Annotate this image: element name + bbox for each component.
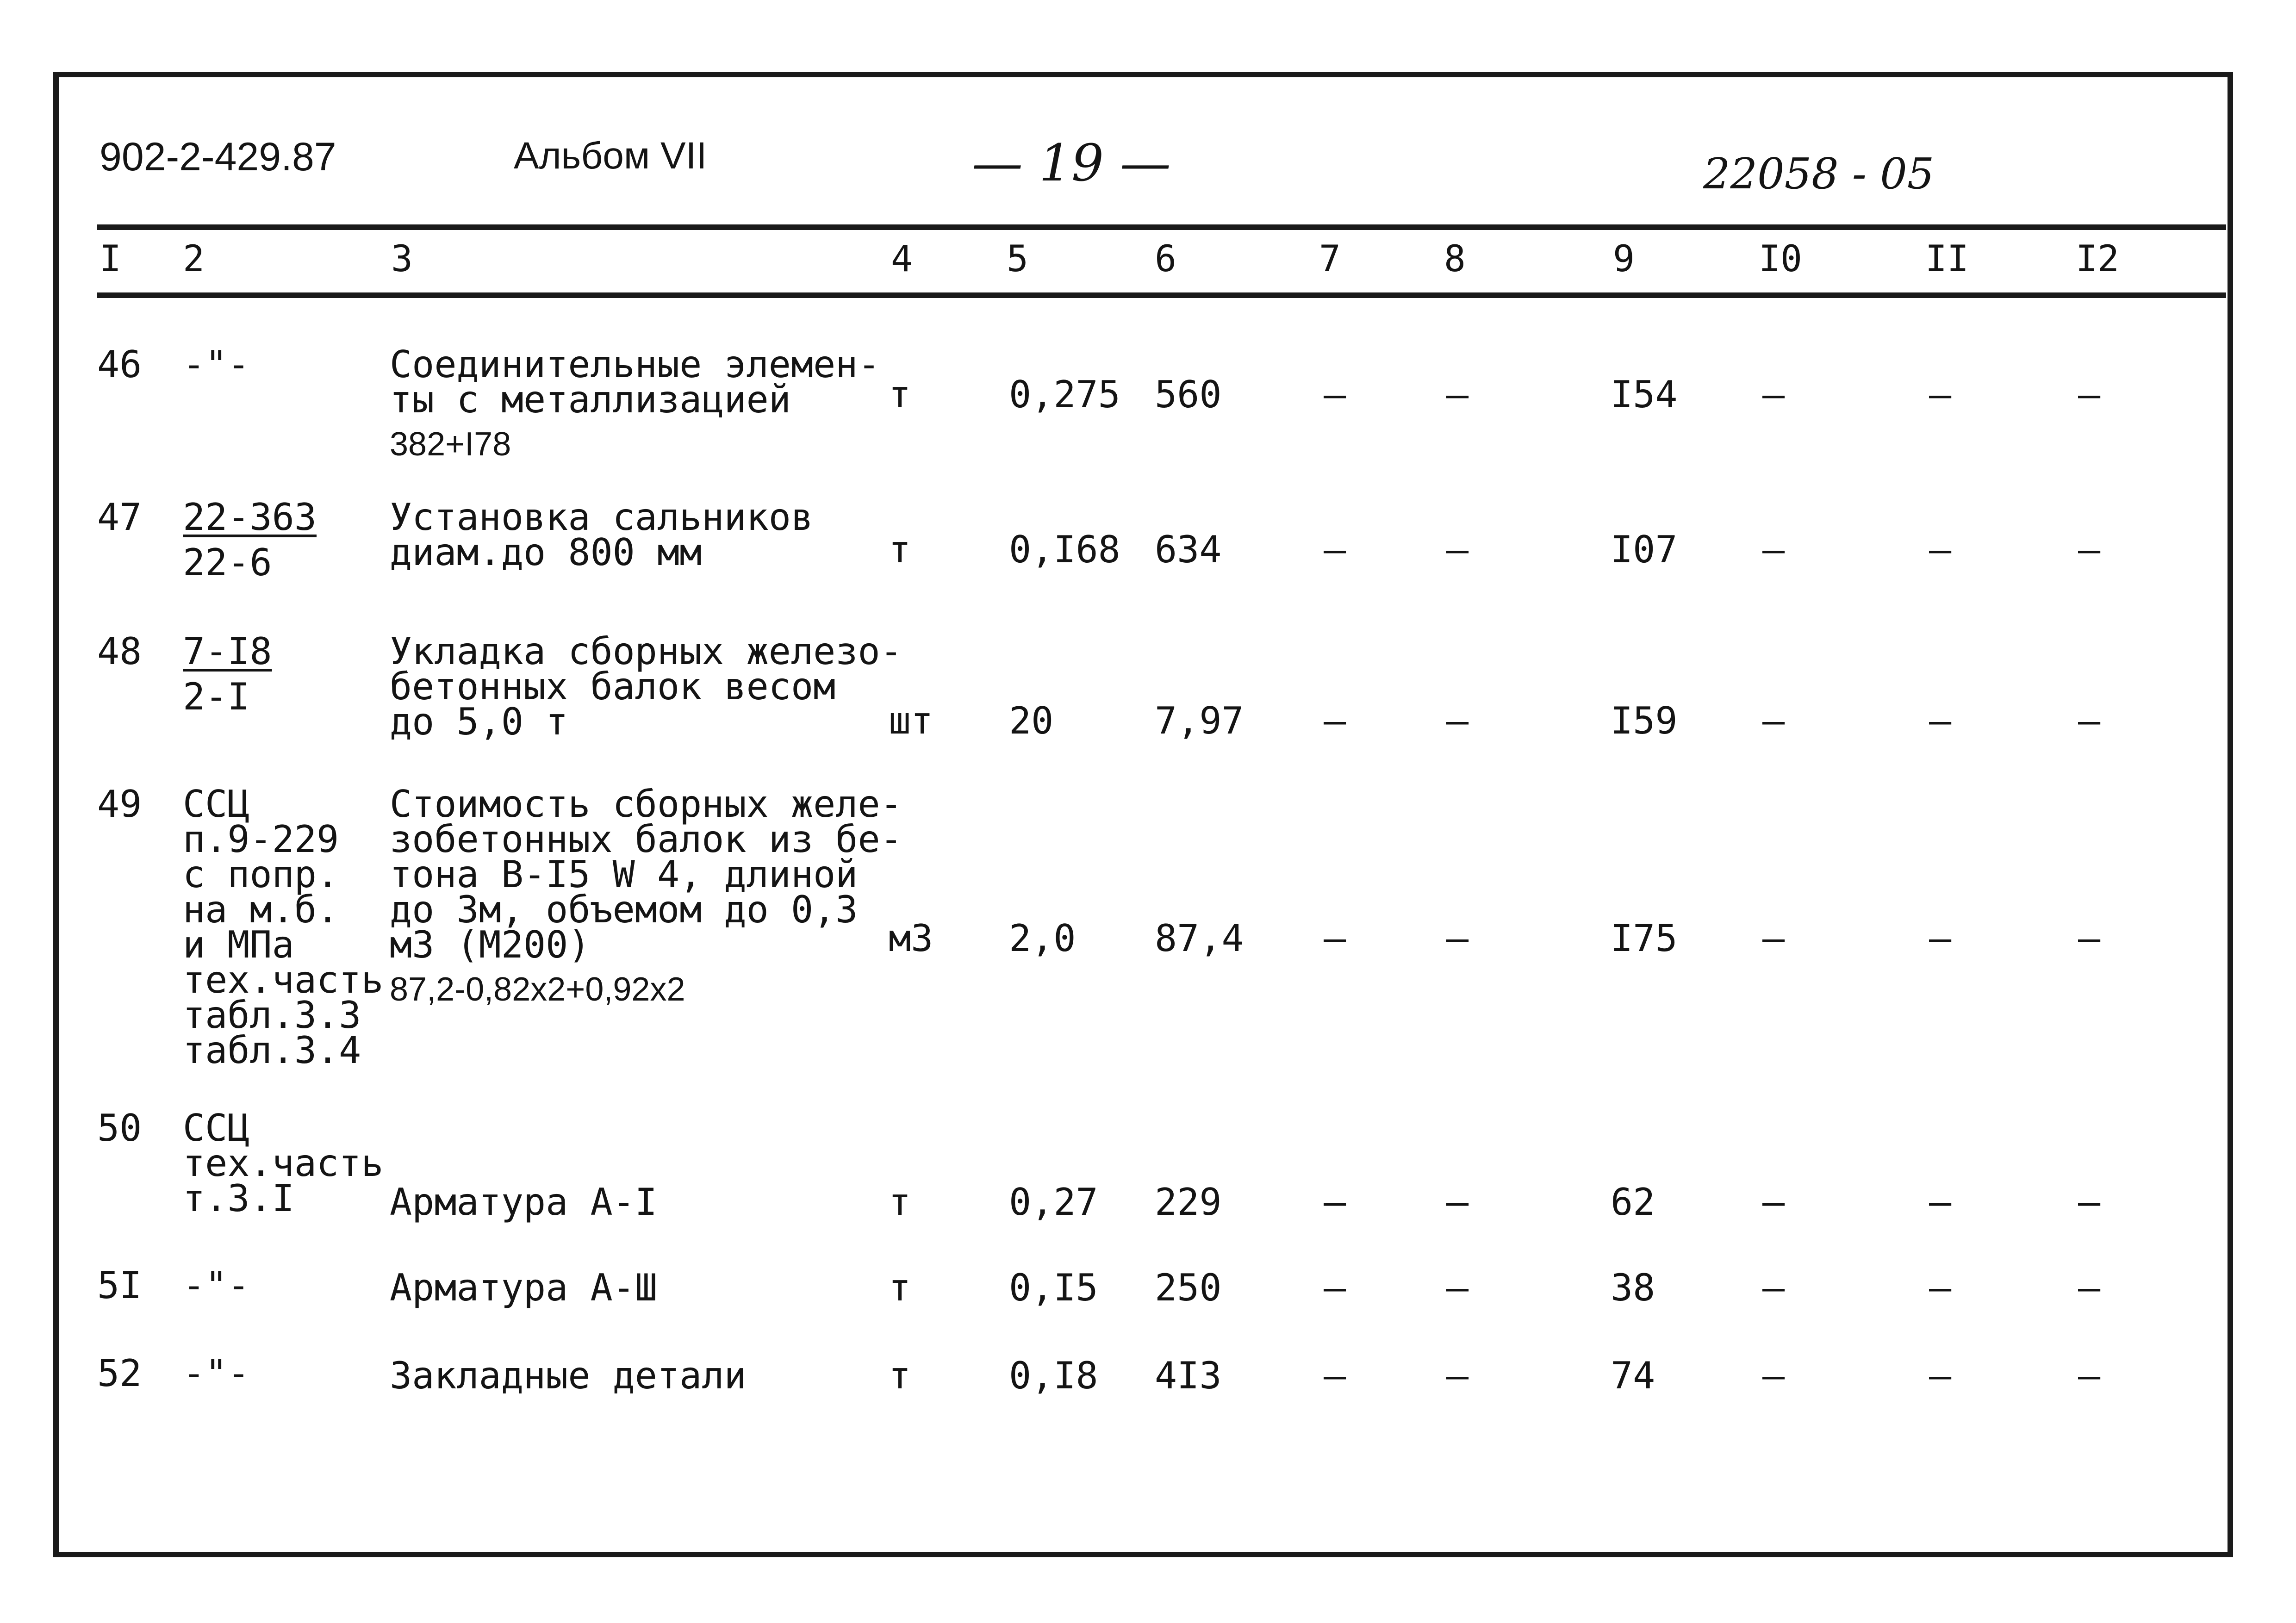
row-col-8: – <box>1446 528 1469 571</box>
row-col-8: – <box>1446 373 1469 416</box>
row-unit: шт <box>889 699 933 742</box>
row-col-7: – <box>1324 1354 1346 1397</box>
row-col-8: – <box>1446 1266 1469 1309</box>
row-col-12: – <box>2078 1266 2101 1309</box>
row-col-12: – <box>2078 373 2101 416</box>
row-unit: т <box>889 1354 911 1397</box>
column-number-3: 3 <box>391 238 413 280</box>
row-unit-price: 4I3 <box>1155 1354 1222 1397</box>
row-col-11: – <box>1929 1354 1952 1397</box>
row-reference-line: п.9-229 <box>183 818 339 861</box>
row-quantity: 0,I8 <box>1009 1354 1098 1397</box>
album-label: Альбом VII <box>514 135 707 177</box>
row-reference-line: на м.б. <box>183 888 339 931</box>
row-col-11: – <box>1929 1266 1952 1309</box>
row-description: Арматура А-Ш <box>390 1266 657 1309</box>
column-number-10: I0 <box>1759 238 1802 280</box>
column-number-6: 6 <box>1155 238 1176 280</box>
row-description: Арматура А-I <box>390 1181 657 1224</box>
column-number-7: 7 <box>1319 238 1341 280</box>
row-col-11: – <box>1929 1181 1952 1224</box>
row-reference-line: тех.часть <box>183 1142 384 1185</box>
row-reference: -"- <box>183 343 250 386</box>
row-reference-line: 22-6 <box>183 541 272 584</box>
row-quantity: 20 <box>1009 699 1054 742</box>
row-reference: -"- <box>183 1352 250 1395</box>
page-number: — 19 — <box>972 133 1171 193</box>
row-number: 49 <box>97 783 142 826</box>
row-description: до 5,0 т <box>390 700 568 743</box>
row-unit: т <box>889 373 911 416</box>
row-col-7: – <box>1324 917 1346 960</box>
row-col-10: – <box>1762 1266 1785 1309</box>
row-description: Стоимость сборных желе- <box>390 783 902 826</box>
row-reference: -"- <box>183 1264 250 1307</box>
row-description: до 3м, объемом до 0,3 <box>390 888 858 931</box>
row-number: 52 <box>97 1352 142 1395</box>
row-unit-price: 7,97 <box>1155 699 1244 742</box>
row-reference-line: т.3.I <box>183 1177 294 1220</box>
row-reference-line: и МПа <box>183 923 294 966</box>
row-col-8: – <box>1446 917 1469 960</box>
row-col-7: – <box>1324 1266 1346 1309</box>
row-col-7: – <box>1324 699 1346 742</box>
row-description-note: 382+I78 <box>390 426 511 463</box>
header-rule-bottom <box>97 292 2226 298</box>
row-unit: м3 <box>889 917 933 960</box>
row-reference-line: 2-I <box>183 675 250 718</box>
row-col-10: – <box>1762 1354 1785 1397</box>
row-number: 50 <box>97 1107 142 1150</box>
document-code: 902-2-429.87 <box>100 135 336 179</box>
row-col-12: – <box>2078 699 2101 742</box>
row-description: диам.до 800 мм <box>390 531 702 574</box>
header-rule-top <box>97 224 2226 230</box>
row-unit-price: 634 <box>1155 528 1222 571</box>
row-description: Соединительные элемен- <box>390 343 880 386</box>
row-number: 48 <box>97 630 142 673</box>
row-col-9: I59 <box>1611 699 1678 742</box>
row-unit-price: 250 <box>1155 1266 1222 1309</box>
row-unit-price: 229 <box>1155 1181 1222 1224</box>
row-reference-line: табл.3.3 <box>183 994 361 1037</box>
row-col-10: – <box>1762 699 1785 742</box>
row-col-7: – <box>1324 528 1346 571</box>
row-col-9: 62 <box>1611 1181 1655 1224</box>
column-number-8: 8 <box>1444 238 1466 280</box>
row-col-11: – <box>1929 373 1952 416</box>
row-description: м3 (М200) <box>390 923 591 966</box>
row-col-11: – <box>1929 699 1952 742</box>
row-col-12: – <box>2078 528 2101 571</box>
row-col-12: – <box>2078 1354 2101 1397</box>
row-description: ты с металлизацией <box>390 378 791 421</box>
column-number-11: II <box>1925 238 1969 280</box>
row-unit-price: 560 <box>1155 373 1222 416</box>
row-col-9: I75 <box>1611 917 1678 960</box>
row-description: зобетонных балок из бе- <box>390 818 902 861</box>
column-number-5: 5 <box>1007 238 1028 280</box>
row-description-note: 87,2-0,82x2+0,92x2 <box>390 971 685 1008</box>
row-col-10: – <box>1762 373 1785 416</box>
row-number: 47 <box>97 496 142 539</box>
row-description: бетонных балок весом <box>390 665 836 708</box>
row-description: Установка сальников <box>390 496 814 539</box>
row-reference: ССЦ <box>183 783 250 826</box>
row-reference-line: табл.3.4 <box>183 1029 361 1072</box>
row-number: 5I <box>97 1264 142 1307</box>
document-number: 22058 - 05 <box>1703 149 1935 199</box>
row-unit: т <box>889 528 911 571</box>
row-quantity: 0,I5 <box>1009 1266 1098 1309</box>
row-unit: т <box>889 1181 911 1224</box>
column-number-2: 2 <box>183 238 205 280</box>
row-col-7: – <box>1324 1181 1346 1224</box>
row-reference: ССЦ <box>183 1107 250 1150</box>
row-number: 46 <box>97 343 142 386</box>
row-unit: т <box>889 1266 911 1309</box>
row-description: тона В-I5 W 4, длиной <box>390 853 858 896</box>
row-quantity: 0,275 <box>1009 373 1120 416</box>
column-number-9: 9 <box>1613 238 1635 280</box>
row-col-10: – <box>1762 1181 1785 1224</box>
row-quantity: 0,I68 <box>1009 528 1120 571</box>
row-col-9: 38 <box>1611 1266 1655 1309</box>
row-col-9: I54 <box>1611 373 1678 416</box>
row-col-8: – <box>1446 1181 1469 1224</box>
row-col-7: – <box>1324 373 1346 416</box>
row-reference: 22-363 <box>183 496 317 539</box>
row-quantity: 2,0 <box>1009 917 1076 960</box>
row-col-11: – <box>1929 528 1952 571</box>
row-col-12: – <box>2078 917 2101 960</box>
row-col-10: – <box>1762 917 1785 960</box>
row-col-11: – <box>1929 917 1952 960</box>
column-number-4: 4 <box>891 238 913 280</box>
column-number-12: I2 <box>2076 238 2119 280</box>
row-col-8: – <box>1446 699 1469 742</box>
row-col-9: 74 <box>1611 1354 1655 1397</box>
row-reference: 7-I8 <box>183 630 272 673</box>
row-unit-price: 87,4 <box>1155 917 1244 960</box>
column-number-1: I <box>100 238 121 280</box>
row-quantity: 0,27 <box>1009 1181 1098 1224</box>
row-col-8: – <box>1446 1354 1469 1397</box>
row-description: Укладка сборных железо- <box>390 630 902 673</box>
row-reference-line: с попр. <box>183 853 339 896</box>
row-description: Закладные детали <box>390 1354 747 1397</box>
row-col-10: – <box>1762 528 1785 571</box>
row-col-9: I07 <box>1611 528 1678 571</box>
row-col-12: – <box>2078 1181 2101 1224</box>
row-reference-line: тех.часть <box>183 958 384 1001</box>
